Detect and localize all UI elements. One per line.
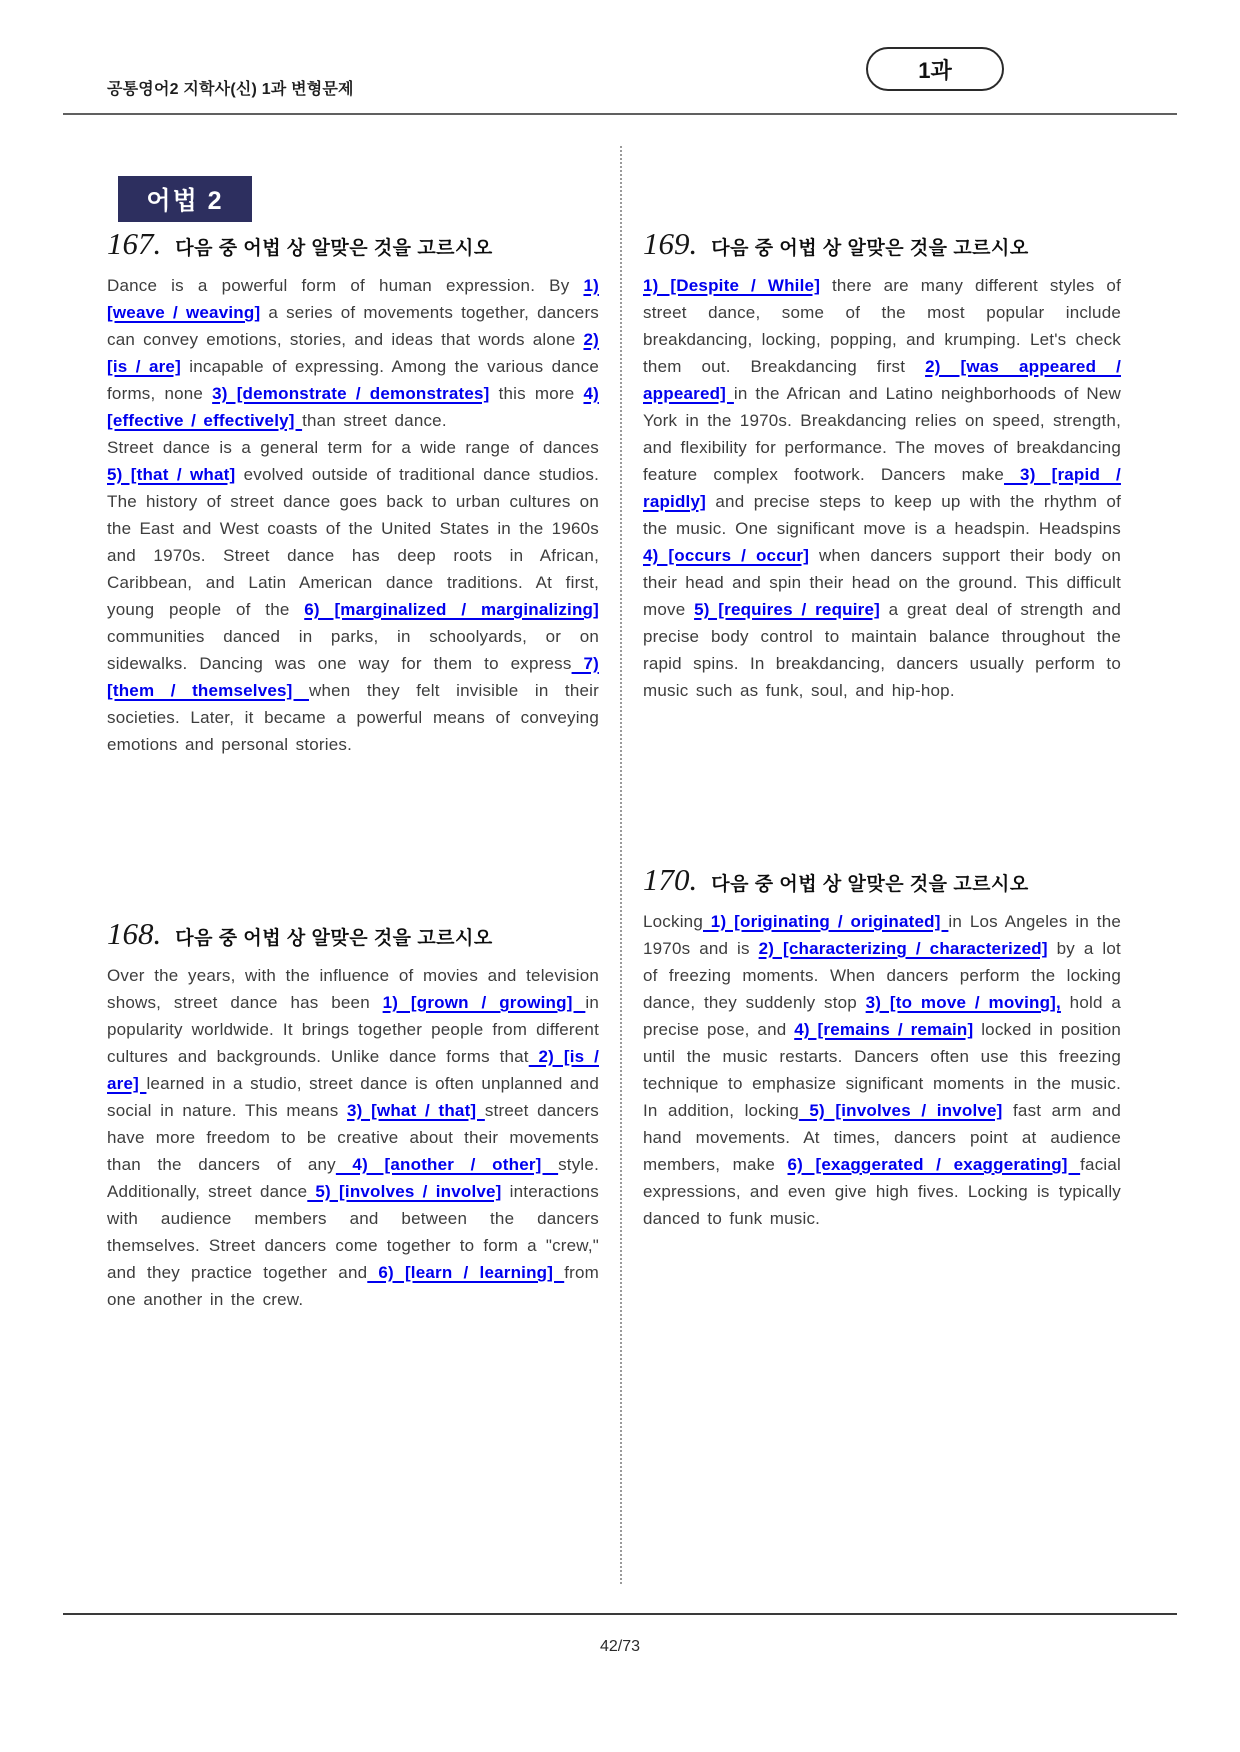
grammar-choice: 7) [them / themselves] bbox=[107, 654, 599, 700]
grammar-choice: 1) [Despite / While] bbox=[643, 276, 821, 295]
column-right bbox=[643, 226, 1121, 1313]
question-prompt: 다음 중 어법 상 알맞은 것을 고르시오 bbox=[711, 874, 1029, 895]
question-head bbox=[643, 226, 1121, 262]
question bbox=[643, 226, 1121, 704]
footer-rule bbox=[63, 1613, 1177, 1615]
grammar-choice: 4) [occurs / occur] bbox=[643, 546, 810, 565]
grammar-choice: 1) [originating / originated] bbox=[703, 912, 949, 931]
question-prompt: 다음 중 어법 상 알맞은 것을 고르시오 bbox=[175, 238, 493, 259]
grammar-choice: 5) [that / what] bbox=[107, 465, 236, 484]
grammar-choice: 4) [effective / effectively] bbox=[107, 384, 599, 430]
question-number: 170. bbox=[643, 862, 698, 897]
question-head bbox=[107, 226, 599, 262]
page-number: 42/73 bbox=[599, 1638, 641, 1655]
question-paragraph: 1) [Despite / While] there are many different styles of street dance, some of the most popular include breakdancing, locking, popping, and krumping. Let's check them out. Breakdancing first 2) [was appeared / appeared] in the African and Latino neighborhoods of New York in the 1970s. Breakdancing relies on speed, strength, and flexibility for performance. The moves of breakdancing feature complex footwork. Dancers make 3) [rapid / rapidly] and precise steps to keep up with the rhythm of the music. One significant move is a headspin. Headspins 4) [occurs / occur] when dancers support their body on their head and spin their head on the ground. This difficult move 5) [requires / require] a great deal of strength and precise body control to maintain balance throughout the rapid spins. In breakdancing, dancers usually perform to music such as funk, soul, and hip-hop. bbox=[643, 276, 1122, 700]
question-columns bbox=[107, 226, 1121, 1313]
grammar-choice: 1) [grown / growing] bbox=[382, 993, 586, 1012]
question bbox=[107, 916, 599, 1313]
section-title-badge bbox=[118, 176, 252, 222]
grammar-choice: 6) [learn / learning] bbox=[367, 1263, 565, 1282]
section-title: 어법 2 bbox=[146, 187, 224, 215]
grammar-choice: 5) [involves / involve] bbox=[307, 1182, 502, 1201]
question-prompt: 다음 중 어법 상 알맞은 것을 고르시오 bbox=[711, 238, 1029, 259]
question-head bbox=[643, 862, 1121, 898]
question bbox=[643, 862, 1121, 1232]
grammar-choice: 3) [demonstrate / demonstrates] bbox=[212, 384, 490, 403]
lesson-badge bbox=[866, 47, 1004, 91]
question-prompt: 다음 중 어법 상 알맞은 것을 고르시오 bbox=[175, 928, 493, 949]
grammar-choice: 5) [involves / involve] bbox=[798, 1101, 1003, 1120]
grammar-choice: 2) [is / are] bbox=[107, 330, 599, 376]
question-head bbox=[107, 916, 599, 952]
grammar-choice: 4) [another / other] bbox=[335, 1155, 559, 1174]
question-paragraph: Locking 1) [originating / originated] in Los Angeles in the 1970s and is 2) [characterizing / characterized] by a lot of freezing moments. When dancers perform the locking dance, they suddenly stop 3) [to move / moving], hold a precise pose, and 4) [remains / remain] locked in position until the music restarts. Dancers often use this freezing technique to emphasize significant moments in the music. In addition, locking 5) [involves / involve] fast arm and hand movements. At times, dancers point at audience members, make 6) [exaggerated / exaggerating] facial expressions, and even give high fives. Locking is typically danced to funk music. bbox=[643, 912, 1122, 1228]
grammar-choice: 6) [marginalized / marginalizing] bbox=[304, 600, 599, 619]
grammar-choice: 4) [remains / remain] bbox=[794, 1020, 974, 1039]
question-paragraph: Over the years, with the influence of movies and television shows, street dance has been 1) [grown / growing] in popularity worldwide. It brings together people from different cultures and backgrounds. Unlike dance forms that 2) [is / are] learned in a studio, street dance is often unplanned and social in nature. This means 3) [what / that] street dancers have more freedom to be creative about their movements than the dancers of any 4) [another / other] style. Additionally, street dance 5) [involves / involve] interactions with audience members and between the dancers themselves. Street dancers come together to form a "crew," and they practice together and 6) [learn / learning] from one another in the crew. bbox=[107, 966, 600, 1309]
grammar-choice: 3) [rapid / rapidly] bbox=[643, 465, 1121, 511]
question-paragraph: Street dance is a general term for a wide range of dances 5) [that / what] evolved outside of traditional dance studios. The history of street dance goes back to urban cultures on the East and West coasts of the United States in the 1960s and 1970s. Street dance has deep roots in African, Caribbean, and Latin American dance traditions. At first, young people of the 6) [marginalized / marginalizing] communities danced in parks, in schoolyards, or on sidewalks. Dancing was one way for them to express 7) [them / themselves] when they felt invisible in their societies. Later, it became a powerful means of conveying emotions and personal stories. bbox=[107, 438, 599, 754]
header-rule bbox=[63, 113, 1177, 115]
column-left bbox=[107, 226, 599, 1313]
document-title: 공통영어2 지학사(신) 1과 변형문제 bbox=[107, 81, 354, 98]
question bbox=[107, 226, 599, 758]
grammar-choice: 2) [was appeared / appeared] bbox=[643, 357, 1121, 403]
lesson-badge-label: 1과 bbox=[918, 57, 952, 83]
grammar-choice: 1) [weave / weaving] bbox=[107, 276, 599, 322]
question-paragraph: Dance is a powerful form of human expression. By 1) [weave / weaving] a series of movements together, dancers can convey emotions, stories, and ideas that words alone 2) [is / are] incapable of expressing. Among the various dance forms, none 3) [demonstrate / demonstrates] this more 4) [effective / effectively] than street dance. bbox=[107, 276, 600, 430]
grammar-choice: 5) [requires / require] bbox=[694, 600, 880, 619]
question-number: 169. bbox=[643, 226, 698, 261]
grammar-choice: 6) [exaggerated / exaggerating] bbox=[787, 1155, 1081, 1174]
grammar-choice: 2) [characterizing / characterized] bbox=[758, 939, 1048, 958]
grammar-choice: 2) [is / are] bbox=[107, 1047, 599, 1093]
question-number: 167. bbox=[107, 226, 162, 261]
question-number: 168. bbox=[107, 916, 162, 951]
grammar-choice: 3) [to move / moving], bbox=[865, 993, 1061, 1012]
grammar-choice: 3) [what / that] bbox=[347, 1101, 485, 1120]
